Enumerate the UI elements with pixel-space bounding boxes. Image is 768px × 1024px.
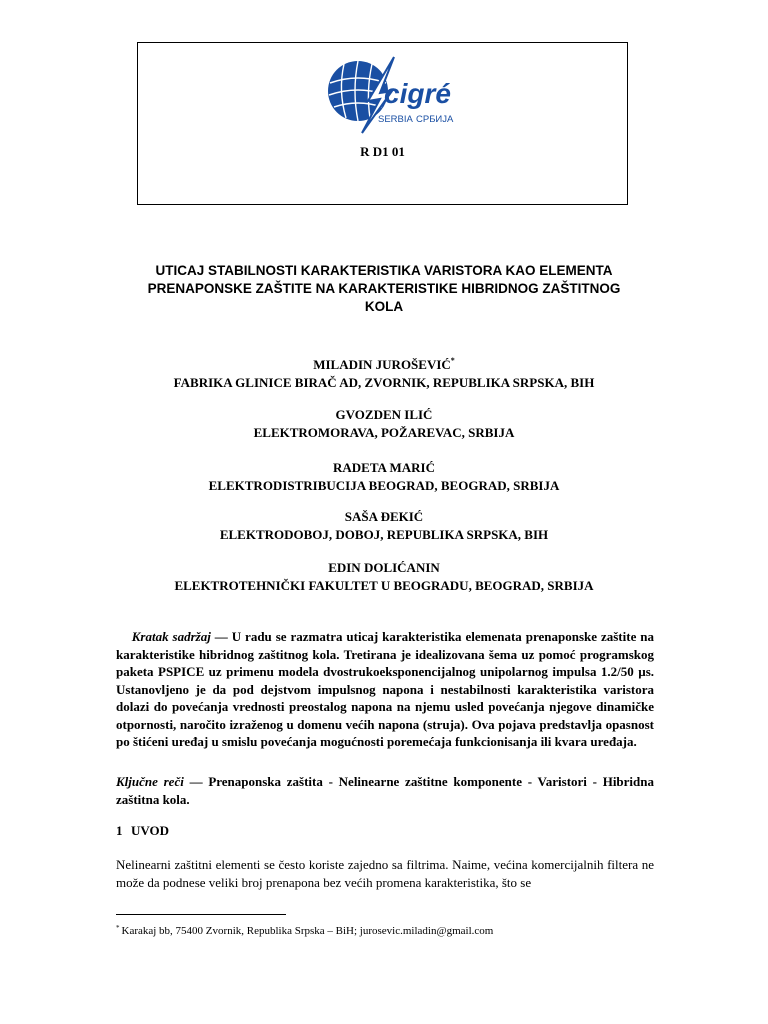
section-number: 1 — [116, 823, 123, 838]
title-line-3: KOLA — [364, 299, 404, 314]
author-block — [60, 459, 708, 495]
footnote-marker: * — [116, 924, 120, 932]
author-name: MILADIN JUROŠEVIĆ* — [313, 356, 455, 372]
cigre-globe-logo-icon — [324, 55, 454, 135]
abstract-text: U radu se razmatra uticaj karakteristika elemenata prenaponske zaštite na karakteristike hibridnog zaštitnog kola. Tretirana je idealizovana šema uz pomoć programskog paketa PSPICE uz primenu modela dvostrukoeksponencijalnog unipolarnog impulsa 1.2/50 µs. Ustanovljeno je da pod dejstvom impulsnog napona i nestabilnosti karakteristika varistora dolazi do povećanja vrednosti preostalog napona na njemu usled povećanja njegove dinamičke otpornosti, naročito izraženog u domenu većih napona (struja). Ova pojava predstavlja opasnost po štićeni uređaj u smislu povećanja mogućnosti poremećaja funkcionisanja ili kvara uređaja. — [116, 629, 655, 749]
author-affiliation: FABRIKA GLINICE BIRAČ AD, ZVORNIK, REPUBLIKA SRPSKA, BIH — [173, 375, 595, 390]
footnote-divider — [116, 914, 286, 915]
keywords-label: Ključne reči — [116, 774, 184, 789]
body-paragraph: Nelinearni zaštitni elementi se često koriste zajedno sa filtrima. Naime, većina komercijalnih filtera ne može da podnese veliki broj prenapona bez većih promena karakteristika, što se — [116, 857, 654, 890]
paper-title — [80, 262, 688, 316]
author-name: GVOZDEN ILIĆ — [335, 407, 433, 422]
footnote-marker: * — [450, 356, 455, 365]
section-title: UVOD — [131, 823, 170, 838]
paper-code: R D1 01 — [360, 144, 405, 159]
author-name: EDIN DOLIĆANIN — [328, 560, 440, 575]
footnote-text: Karakaj bb, 75400 Zvornik, Republika Srpska – BiH; jurosevic.miladin@gmail.com — [121, 925, 494, 937]
logo-sub-left: SERBIA — [378, 114, 413, 125]
keywords: Ključne reči — Prenaponska zaštita - Nelinearne zaštitne komponente - Varistori - Hibridna zaštitna kola. — [116, 774, 654, 807]
logo-sub-right: СРБИЈА — [416, 114, 454, 125]
footnote — [116, 924, 493, 937]
author-affiliation: ELEKTROTEHNIČKI FAKULTET U BEOGRADU, BEOGRAD, SRBIJA — [174, 578, 594, 593]
title-line-1: UTICAJ STABILNOSTI KARAKTERISTIKA VARISTORA KAO ELEMENTA — [155, 263, 613, 278]
abstract: Kratak sadržaj — U radu se razmatra uticaj karakteristika elemenata prenaponske zaštite na karakteristike hibridnog zaštitnog kola. Tretirana je idealizovana šema uz pomoć programskog paketa PSPICE uz primenu modela dvostrukoeksponencijalnog unipolarnog impulsa 1.2/50 µs. Ustanovljeno je da pod dejstvom impulsnog napona i nestabilnosti karakteristika varistora dolazi do povećanja vrednosti preostalog napona na njemu usled povećanja njegove dinamičke otpornosti, naročito izraženog u domenu većih napona (struja). Ova pojava predstavlja opasnost po štićeni uređaj u smislu povećanja mogućnosti poremećaja funkcionisanja ili kvara uređaja. — [116, 629, 655, 749]
author-block — [60, 406, 708, 442]
author-block — [60, 352, 708, 392]
author-block — [60, 508, 708, 544]
section-heading — [116, 823, 169, 839]
header-box — [137, 42, 628, 205]
title-line-2: PRENAPONSKE ZAŠTITE NA KARAKTERISTIKE HIBRIDNOG ZAŠTITNOG — [147, 281, 621, 296]
keywords-text: Prenaponska zaštita - Nelinearne zaštitne komponente - Varistori - Hibridna zaštitna kola. — [116, 774, 654, 807]
author-name: SAŠA ĐEKIĆ — [344, 509, 424, 524]
abstract-label: Kratak sadržaj — [131, 629, 211, 644]
author-affiliation: ELEKTRODOBOJ, DOBOJ, REPUBLIKA SRPSKA, BIH — [219, 527, 549, 542]
logo-wordmark: cigré — [384, 78, 451, 109]
author-affiliation: ELEKTRODISTRIBUCIJA BEOGRAD, BEOGRAD, SRBIJA — [208, 478, 560, 493]
author-name: RADETA MARIĆ — [333, 460, 435, 475]
author-block — [60, 559, 708, 595]
author-affiliation: ELEKTROMORAVA, POŽAREVAC, SRBIJA — [253, 425, 515, 440]
